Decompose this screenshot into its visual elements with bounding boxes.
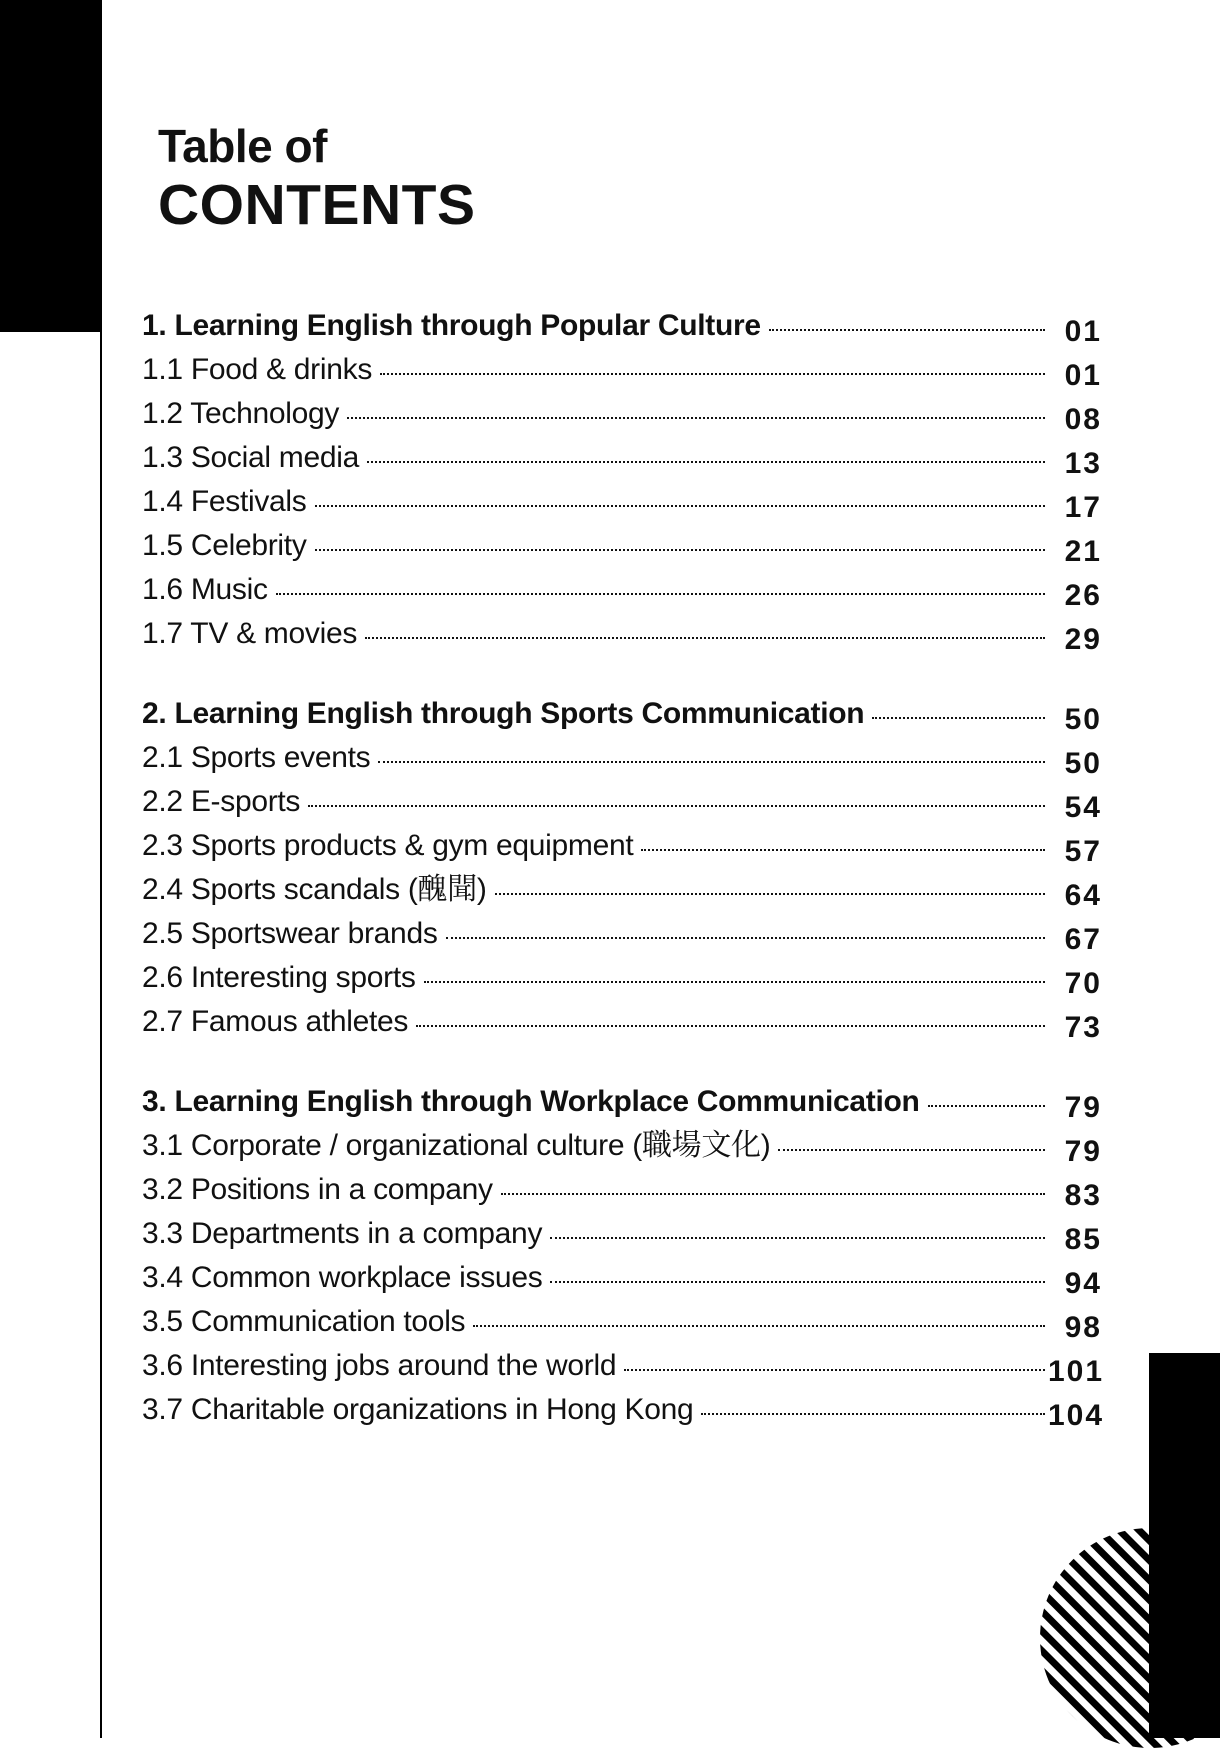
toc-page-number: 08 xyxy=(1064,403,1102,436)
toc-entry[interactable] xyxy=(142,780,1102,824)
toc-entry[interactable] xyxy=(142,912,1102,956)
title-line-contents: CONTENTS xyxy=(158,173,476,237)
toc-page-number: 50 xyxy=(1064,703,1102,736)
toc-entry-label: 1.2 Technology xyxy=(142,397,340,430)
toc-entry[interactable] xyxy=(142,392,1102,436)
dot-leader xyxy=(308,805,1045,807)
dot-leader xyxy=(315,549,1045,551)
toc-page-number: 67 xyxy=(1064,923,1102,956)
toc-page-number: 101 xyxy=(1048,1355,1105,1388)
toc-page-number: 21 xyxy=(1064,535,1102,568)
toc-entry[interactable] xyxy=(142,436,1102,480)
dot-leader xyxy=(446,937,1045,939)
dot-leader xyxy=(276,593,1045,595)
toc-entry[interactable] xyxy=(142,568,1102,612)
toc-heading-label: 3. Learning English through Workplace Communication xyxy=(142,1085,920,1118)
dot-leader xyxy=(641,849,1045,851)
toc-heading[interactable] xyxy=(142,692,1102,736)
table-of-contents xyxy=(142,304,1105,1468)
toc-page-number: 79 xyxy=(1064,1091,1102,1124)
toc-section-1 xyxy=(142,304,1102,656)
toc-entry[interactable] xyxy=(142,348,1102,392)
toc-entry[interactable] xyxy=(142,868,1102,912)
dot-leader xyxy=(347,417,1045,419)
toc-entry-label: 1.3 Social media xyxy=(142,441,359,474)
toc-entry-label: 3.2 Positions in a company xyxy=(142,1173,493,1206)
toc-entry[interactable] xyxy=(142,524,1102,568)
toc-page-number: 54 xyxy=(1064,791,1102,824)
toc-entry-label: 2.5 Sportswear brands xyxy=(142,917,438,950)
toc-page-number: 01 xyxy=(1064,359,1102,392)
toc-page-number: 73 xyxy=(1064,1011,1102,1044)
toc-entry-label: 1.1 Food & drinks xyxy=(142,353,373,386)
dot-leader xyxy=(550,1237,1045,1239)
toc-entry-label: 2.3 Sports products & gym equipment xyxy=(142,829,634,862)
toc-entry[interactable] xyxy=(142,736,1102,780)
dot-leader xyxy=(367,461,1045,463)
toc-entry[interactable] xyxy=(142,1212,1102,1256)
toc-entry[interactable] xyxy=(142,1344,1105,1388)
page-title xyxy=(158,118,476,236)
dot-leader xyxy=(701,1413,1045,1415)
toc-entry-label: 3.6 Interesting jobs around the world xyxy=(142,1349,617,1382)
toc-entry[interactable] xyxy=(142,1388,1105,1432)
dot-leader xyxy=(501,1193,1045,1195)
dot-leader xyxy=(380,373,1045,375)
title-line-table-of: Table of xyxy=(158,120,327,172)
dot-leader xyxy=(315,505,1046,507)
toc-page-number: 17 xyxy=(1064,491,1102,524)
dot-leader xyxy=(416,1025,1045,1027)
toc-entry[interactable] xyxy=(142,1000,1102,1044)
toc-entry-label: 1.7 TV & movies xyxy=(142,617,358,650)
toc-entry-label: 3.7 Charitable organizations in Hong Kong xyxy=(142,1393,694,1426)
toc-entry-label: 2.6 Interesting sports xyxy=(142,961,416,994)
toc-page-number: 83 xyxy=(1064,1179,1102,1212)
toc-page-number: 13 xyxy=(1064,447,1102,480)
toc-entry[interactable] xyxy=(142,480,1102,524)
dot-leader xyxy=(378,761,1045,763)
toc-heading-label: 1. Learning English through Popular Culture xyxy=(142,309,761,342)
dot-leader xyxy=(872,717,1045,719)
toc-entry[interactable] xyxy=(142,1124,1102,1168)
toc-entry[interactable] xyxy=(142,956,1102,1000)
dot-leader xyxy=(624,1369,1045,1371)
toc-heading[interactable] xyxy=(142,1080,1102,1124)
toc-entry-label: 3.5 Communication tools xyxy=(142,1305,466,1338)
toc-entry-label: 3.1 Corporate / organizational culture (職場文化) xyxy=(142,1129,771,1162)
toc-page-number: 64 xyxy=(1064,879,1102,912)
toc-page-number: 85 xyxy=(1064,1223,1102,1256)
toc-page-number: 94 xyxy=(1064,1267,1102,1300)
toc-entry[interactable] xyxy=(142,824,1102,868)
toc-page-number: 79 xyxy=(1064,1135,1102,1168)
decorative-black-block-top xyxy=(0,0,101,332)
toc-entry[interactable] xyxy=(142,1256,1102,1300)
decorative-vertical-line xyxy=(100,0,102,1738)
dot-leader xyxy=(473,1325,1045,1327)
toc-page-number: 70 xyxy=(1064,967,1102,1000)
toc-entry-label: 3.4 Common workplace issues xyxy=(142,1261,543,1294)
dot-leader xyxy=(365,637,1045,639)
toc-heading[interactable] xyxy=(142,304,1102,348)
toc-page-number: 50 xyxy=(1064,747,1102,780)
toc-entry-label: 2.2 E-sports xyxy=(142,785,301,818)
toc-entry-label: 1.5 Celebrity xyxy=(142,529,307,562)
toc-page-number: 29 xyxy=(1064,623,1102,656)
toc-section-3 xyxy=(142,1080,1105,1432)
toc-entry[interactable] xyxy=(142,612,1102,656)
toc-page-number: 57 xyxy=(1064,835,1102,868)
dot-leader xyxy=(424,981,1045,983)
toc-page-number: 01 xyxy=(1064,315,1102,348)
toc-entry[interactable] xyxy=(142,1300,1102,1344)
striped-circle-decoration xyxy=(1040,1528,1220,1748)
dot-leader xyxy=(928,1105,1045,1107)
toc-page-number: 98 xyxy=(1064,1311,1102,1344)
toc-entry-label: 3.3 Departments in a company xyxy=(142,1217,543,1250)
toc-heading-label: 2. Learning English through Sports Communication xyxy=(142,697,865,730)
toc-entry-label: 2.4 Sports scandals (醜聞) xyxy=(142,873,487,906)
toc-entry-label: 2.1 Sports events xyxy=(142,741,371,774)
stripe-pattern xyxy=(1040,1528,1220,1748)
dot-leader xyxy=(778,1149,1045,1151)
toc-section-2 xyxy=(142,692,1102,1044)
dot-leader xyxy=(550,1281,1045,1283)
dot-leader xyxy=(769,329,1045,331)
toc-entry-label: 1.6 Music xyxy=(142,573,268,606)
toc-page-number: 104 xyxy=(1048,1399,1105,1432)
dot-leader xyxy=(495,893,1045,895)
toc-entry-label: 2.7 Famous athletes xyxy=(142,1005,409,1038)
toc-entry-label: 1.4 Festivals xyxy=(142,485,307,518)
toc-page-number: 26 xyxy=(1064,579,1102,612)
toc-entry[interactable] xyxy=(142,1168,1102,1212)
